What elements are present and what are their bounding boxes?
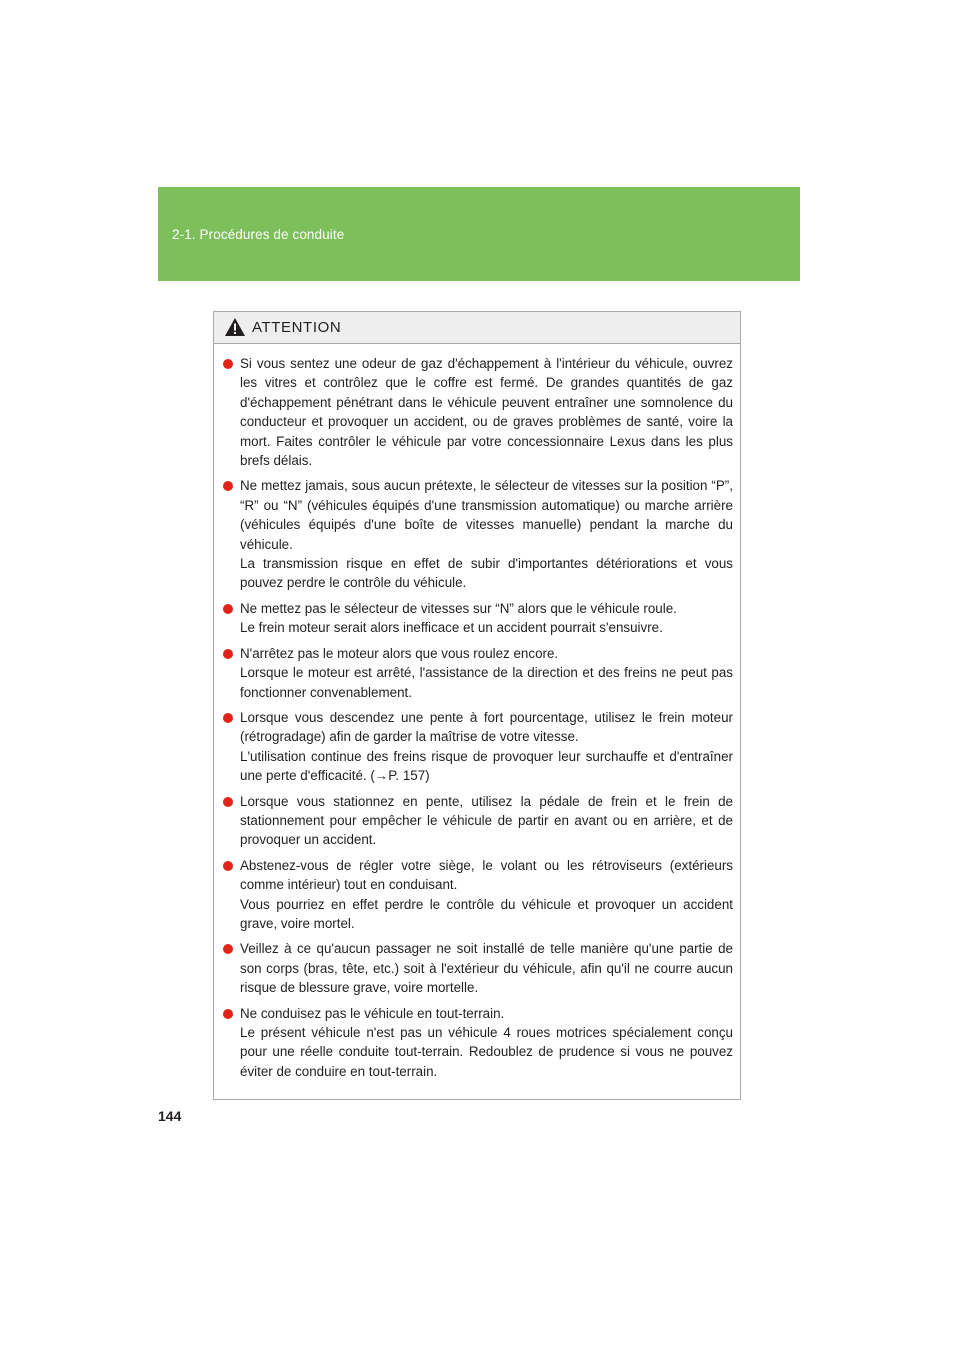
attention-item [223,599,733,638]
bullet-icon [223,944,233,954]
attention-item [223,708,733,786]
attention-paragraph: Abstenez-vous de régler votre siège, le volant ou les rétroviseurs (extérieurs comme intérieur) tout en conduisant. [240,857,733,893]
bullet-icon [223,797,233,807]
attention-paragraph: Veillez à ce qu'aucun passager ne soit installé de telle manière qu'une partie de son corps (bras, tête, etc.) soit à l'extérieur du véhicule, afin qu'il ne courre aucun risque de blessure grave, voire mortelle. [240,941,733,996]
attention-paragraph: Le présent véhicule n'est pas un véhicule 4 roues motrices spécialement conçu pour une réelle conduite tout-terrain. Redoublez de prudence si vous ne pouvez éviter de conduire en tout-terrain. [240,1025,733,1079]
bullet-icon [223,604,233,614]
attention-paragraph: Ne mettez jamais, sous aucun prétexte, le sélecteur de vitesses sur la position “P”, “R” ou “N” (véhicules équipés d'une transmission automatique) ou marche arrière (véhicules équipés d'une boîte de vitesses manuelle) pendant la marche du véhicule. [240,478,733,552]
attention-paragraph: N'arrêtez pas le moteur alors que vous roulez encore. [240,645,559,661]
bullet-icon [223,359,233,369]
attention-title: ATTENTION [252,319,342,336]
attention-paragraph: Vous pourriez en effet perdre le contrôle du véhicule et provoquer un accident grave, voire mortel. [240,896,733,931]
warning-triangle-icon [224,317,246,337]
attention-paragraph: Le frein moteur serait alors inefficace et un accident pourrait s'ensuivre. [240,620,663,636]
attention-paragraph: Ne mettez pas le sélecteur de vitesses sur “N” alors que le véhicule roule. [240,600,677,616]
section-header-band [158,187,800,281]
attention-paragraph: L'utilisation continue des freins risque de provoquer leur surchauffe et d'entraîner une perte d'efficacité. (→P. 157) [240,748,733,784]
attention-items [214,344,740,1081]
attention-item [223,1004,733,1082]
attention-paragraph: Si vous sentez une odeur de gaz d'échappement à l'intérieur du véhicule, ouvrez les vitres et contrôlez que le coffre est fermé. De grandes quantités de gaz d'échappement pénétrant dans le véhicule peuvent entraîner une somnolence du conducteur et provoquer un accident, ou de graves problèmes de santé, voire la mort. Faites contrôler le véhicule par votre concessionnaire Lexus dans les plus brefs délais. [240,356,733,469]
attention-paragraph: La transmission risque en effet de subir d'importantes détériorations et vous pouvez perdre le contrôle du véhicule. [240,556,733,591]
attention-paragraph: Lorsque vous descendez une pente à fort pourcentage, utilisez le frein moteur (rétrogradage) afin de garder la maîtrise de votre vitesse. [240,709,733,745]
bullet-icon [223,649,233,659]
attention-item [223,644,733,702]
bullet-icon [223,1009,233,1019]
attention-paragraph: Lorsque vous stationnez en pente, utilisez la pédale de frein et le frein de stationnement pour empêcher le véhicule de partir en avant ou en arrière, et de provoquer un accident. [240,793,733,848]
bullet-icon [223,713,233,723]
attention-paragraph: Ne conduisez pas le véhicule en tout-terrain. [240,1005,505,1021]
attention-item [223,939,733,997]
page-number: 144 [158,1108,182,1124]
attention-item [223,792,733,850]
bullet-icon [223,481,233,491]
attention-item [223,476,733,592]
attention-paragraph: Lorsque le moteur est arrêté, l'assistance de la direction et des freins ne peut pas fonctionner convenablement. [240,665,733,700]
section-title: 2-1. Procédures de conduite [172,227,345,242]
attention-item [223,354,733,470]
attention-item [223,856,733,934]
attention-header [214,312,740,344]
attention-box [213,311,741,1100]
bullet-icon [223,861,233,871]
